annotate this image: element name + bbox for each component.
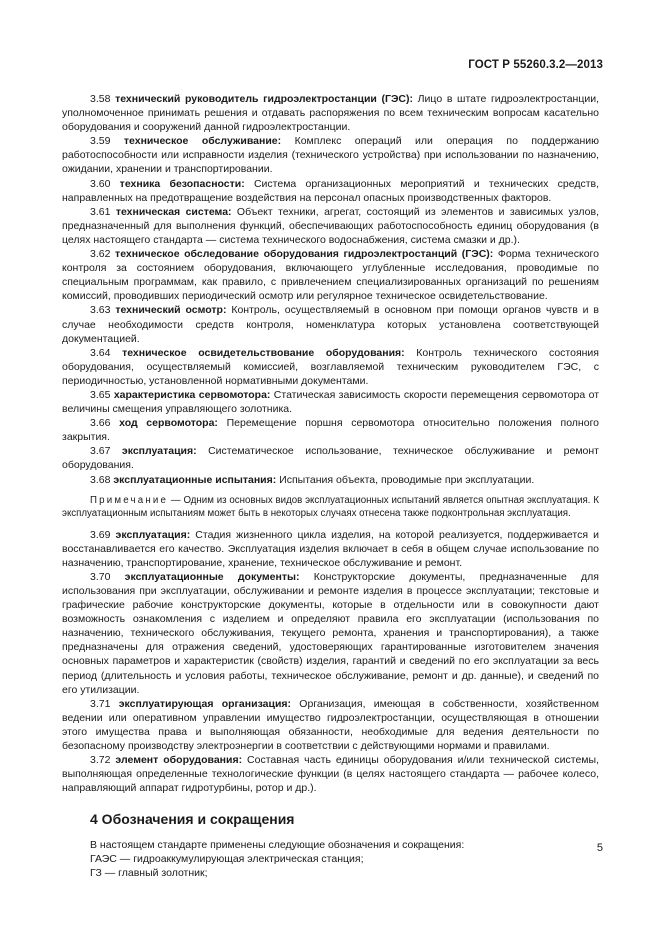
definition-number: 3.58	[90, 93, 111, 105]
definition-term: техническое обслуживание:	[123, 135, 282, 148]
definition-term: характеристика сервомотора:	[113, 388, 271, 401]
definition-number: 3.64	[90, 346, 111, 359]
definition-term: эксплуатирующая организация:	[118, 697, 292, 710]
definition-term: элемент оборудования:	[115, 754, 243, 767]
definition-term: технический руководитель гидроэлектростанции (ГЭС):	[115, 93, 414, 105]
definition-item	[62, 92, 599, 134]
definition-term: эксплуатационные документы:	[124, 570, 300, 583]
definition-term: эксплуатационные испытания:	[113, 473, 277, 486]
definition-number: 3.70	[90, 570, 111, 583]
definition-number: 3.59	[90, 135, 111, 148]
page-number: 5	[596, 842, 603, 854]
definition-text: Статическая зависимость скорости перемещения сервомотора от величины смещения управляющего золотника.	[62, 388, 600, 416]
definition-number: 3.67	[90, 445, 111, 458]
definition-item	[62, 346, 599, 388]
definitions-list-continued	[62, 528, 599, 796]
definition-item	[62, 177, 599, 205]
definitions-list	[62, 92, 599, 487]
definition-term: техническое освидетельствование оборудования:	[122, 346, 405, 359]
section-intro: В настоящем стандарте применены следующие обозначения и сокращения:	[90, 838, 465, 851]
note-label: Примечание	[90, 494, 169, 506]
definition-text: Комплекс операций или операция по поддержанию работоспособности или исправности изделия (технического устройства) при использовании по назначению, ожидании, хранении и транспортировании.	[62, 135, 600, 176]
definition-number: 3.65	[90, 388, 111, 401]
definition-text: Испытания объекта, проводимые при эксплуатации.	[276, 473, 535, 486]
definition-item	[62, 205, 599, 247]
document-body	[62, 92, 599, 880]
definition-item	[62, 388, 599, 416]
note-text: — Одним из основных видов эксплуатационных испытаний является опытная эксплуатация. К эксплуатационным испытаниям может быть в некоторых случаях отнесена также подконтрольная эксплуатация.	[62, 494, 599, 519]
definition-term: ход сервомотора:	[119, 417, 218, 430]
definition-text: Лицо в штате гидроэлектростанции, уполномоченное принимать решения и отдавать распоряжения по всем техническим вопросам касательно оборудования и сооружений данной гидроэлектростанции.	[62, 93, 599, 134]
note	[62, 494, 599, 520]
definition-number: 3.63	[90, 304, 111, 317]
definition-item	[62, 697, 599, 753]
definition-item	[62, 303, 599, 345]
definition-term: техника безопасности:	[119, 177, 245, 190]
definition-text: Стадия жизненного цикла изделия, на которой реализуется, поддерживается и восстанавливается его качество. Эксплуатация изделия включает в себя в общем случае использование по назначению, транспортирование, хранение, техническое обслуживание и ремонт.	[62, 528, 599, 569]
definition-item	[62, 134, 599, 176]
definition-term: техническое обследование оборудования гидроэлектростанций (ГЭС):	[115, 248, 494, 261]
definition-text: Организация, имеющая в собственности, хозяйственном ведении или оперативном управлении имущество гидроэлектростанции, осуществляющая в отношении этого имущества права и выполняющая обязанности, необходимые для ведения деятельности по безопасному производству электроэнергии в соответствии с действующими нормами и правилами.	[62, 697, 599, 753]
definition-text: Перемещение поршня сервомотора относительно положения полного закрытия.	[62, 417, 600, 444]
definition-text: Составная часть единицы оборудования и/или технической системы, выполняющая определенные технологические функции (в целях настоящего стандарта — рабочее колесо, направляющий аппарат гидротурбины, ротор и др.).	[62, 754, 599, 795]
section-title: 4 Обозначения и сокращения	[90, 811, 295, 828]
definition-item	[62, 753, 599, 795]
definition-number: 3.68	[90, 473, 111, 486]
definition-number: 3.72	[90, 754, 111, 767]
definition-number: 3.66	[90, 417, 111, 430]
definition-item	[62, 247, 599, 303]
definition-term: технический осмотр:	[115, 304, 227, 317]
definition-text: Систематическое использование, техническое обслуживание и ремонт оборудования.	[62, 445, 599, 472]
definition-text: Контроль технического состояния оборудования, осуществляемый комиссией, возглавляемой техническим руководителем ГЭС, с периодичностью, установленной нормативными документами.	[62, 346, 599, 387]
definition-term: эксплуатация:	[121, 445, 197, 458]
definition-text: Форма технического контроля за состоянием оборудования, включающего углубленные исследования, проводимые по специальным программам, как правило, с привлечением специализированных организаций по решениям комиссий, проводивших периодический осмотр или регулярное техническое освидетельствование.	[62, 248, 599, 303]
abbreviations-list	[62, 852, 599, 880]
definition-item	[62, 528, 599, 570]
definition-item	[62, 570, 599, 697]
definition-text: Объект техники, агрегат, состоящий из элементов и зависимых узлов, предназначенный для выполнения функций, обеспечивающих работоспособность единиц оборудования (в целях настоящего стандарта — система технического водоснабжения, система смазки и др.).	[62, 205, 599, 246]
definition-number: 3.71	[90, 697, 111, 710]
definition-text: Система организационных мероприятий и технических средств, направленных на предотвращение воздействия на персонал опасных производственных факторов.	[62, 177, 600, 204]
definition-text: Конструкторские документы, предназначенные для использования при эксплуатации, обслуживании и ремонте изделия в процессе эксплуатации; текстовые и графические рабочие конструкторские документы, которые в отдельности или в совокупности дают возможность ознакомления с изделием и определяют правила его эксплуатации (использования по назначению, технического обслуживания, текущего ремонта, хранения и транспортирования), а также предназначены для отражения сведений, удостоверяющих гарантированные изготовителем значения основных параметров и характеристик (свойств) изделия, гарантий и сведений по его эксплуатации за весь период (длительность и условия работы, техническое обслуживание, ремонт и др. данные), и сведений по его утилизации.	[62, 570, 599, 696]
definition-term: эксплуатация:	[115, 528, 191, 541]
abbreviation-item: ГЗ — главный золотник;	[90, 866, 208, 879]
definition-number: 3.62	[90, 248, 111, 261]
definition-text: Контроль, осуществляемый в основном при помощи органов чувств и в случае необходимости средств контроля, номенклатура которых установлена соответствующей документацией.	[62, 304, 599, 345]
definition-number: 3.69	[90, 528, 111, 541]
definition-item	[62, 416, 599, 444]
definition-number: 3.60	[90, 177, 111, 190]
definition-item	[62, 444, 599, 472]
definition-item	[62, 473, 599, 487]
definition-number: 3.61	[90, 205, 111, 218]
abbreviation-item: ГАЭС — гидроаккумулирующая электрическая станция;	[90, 852, 364, 865]
definition-term: техническая система:	[115, 205, 232, 218]
document-code: ГОСТ Р 55260.3.2—2013	[468, 59, 603, 71]
